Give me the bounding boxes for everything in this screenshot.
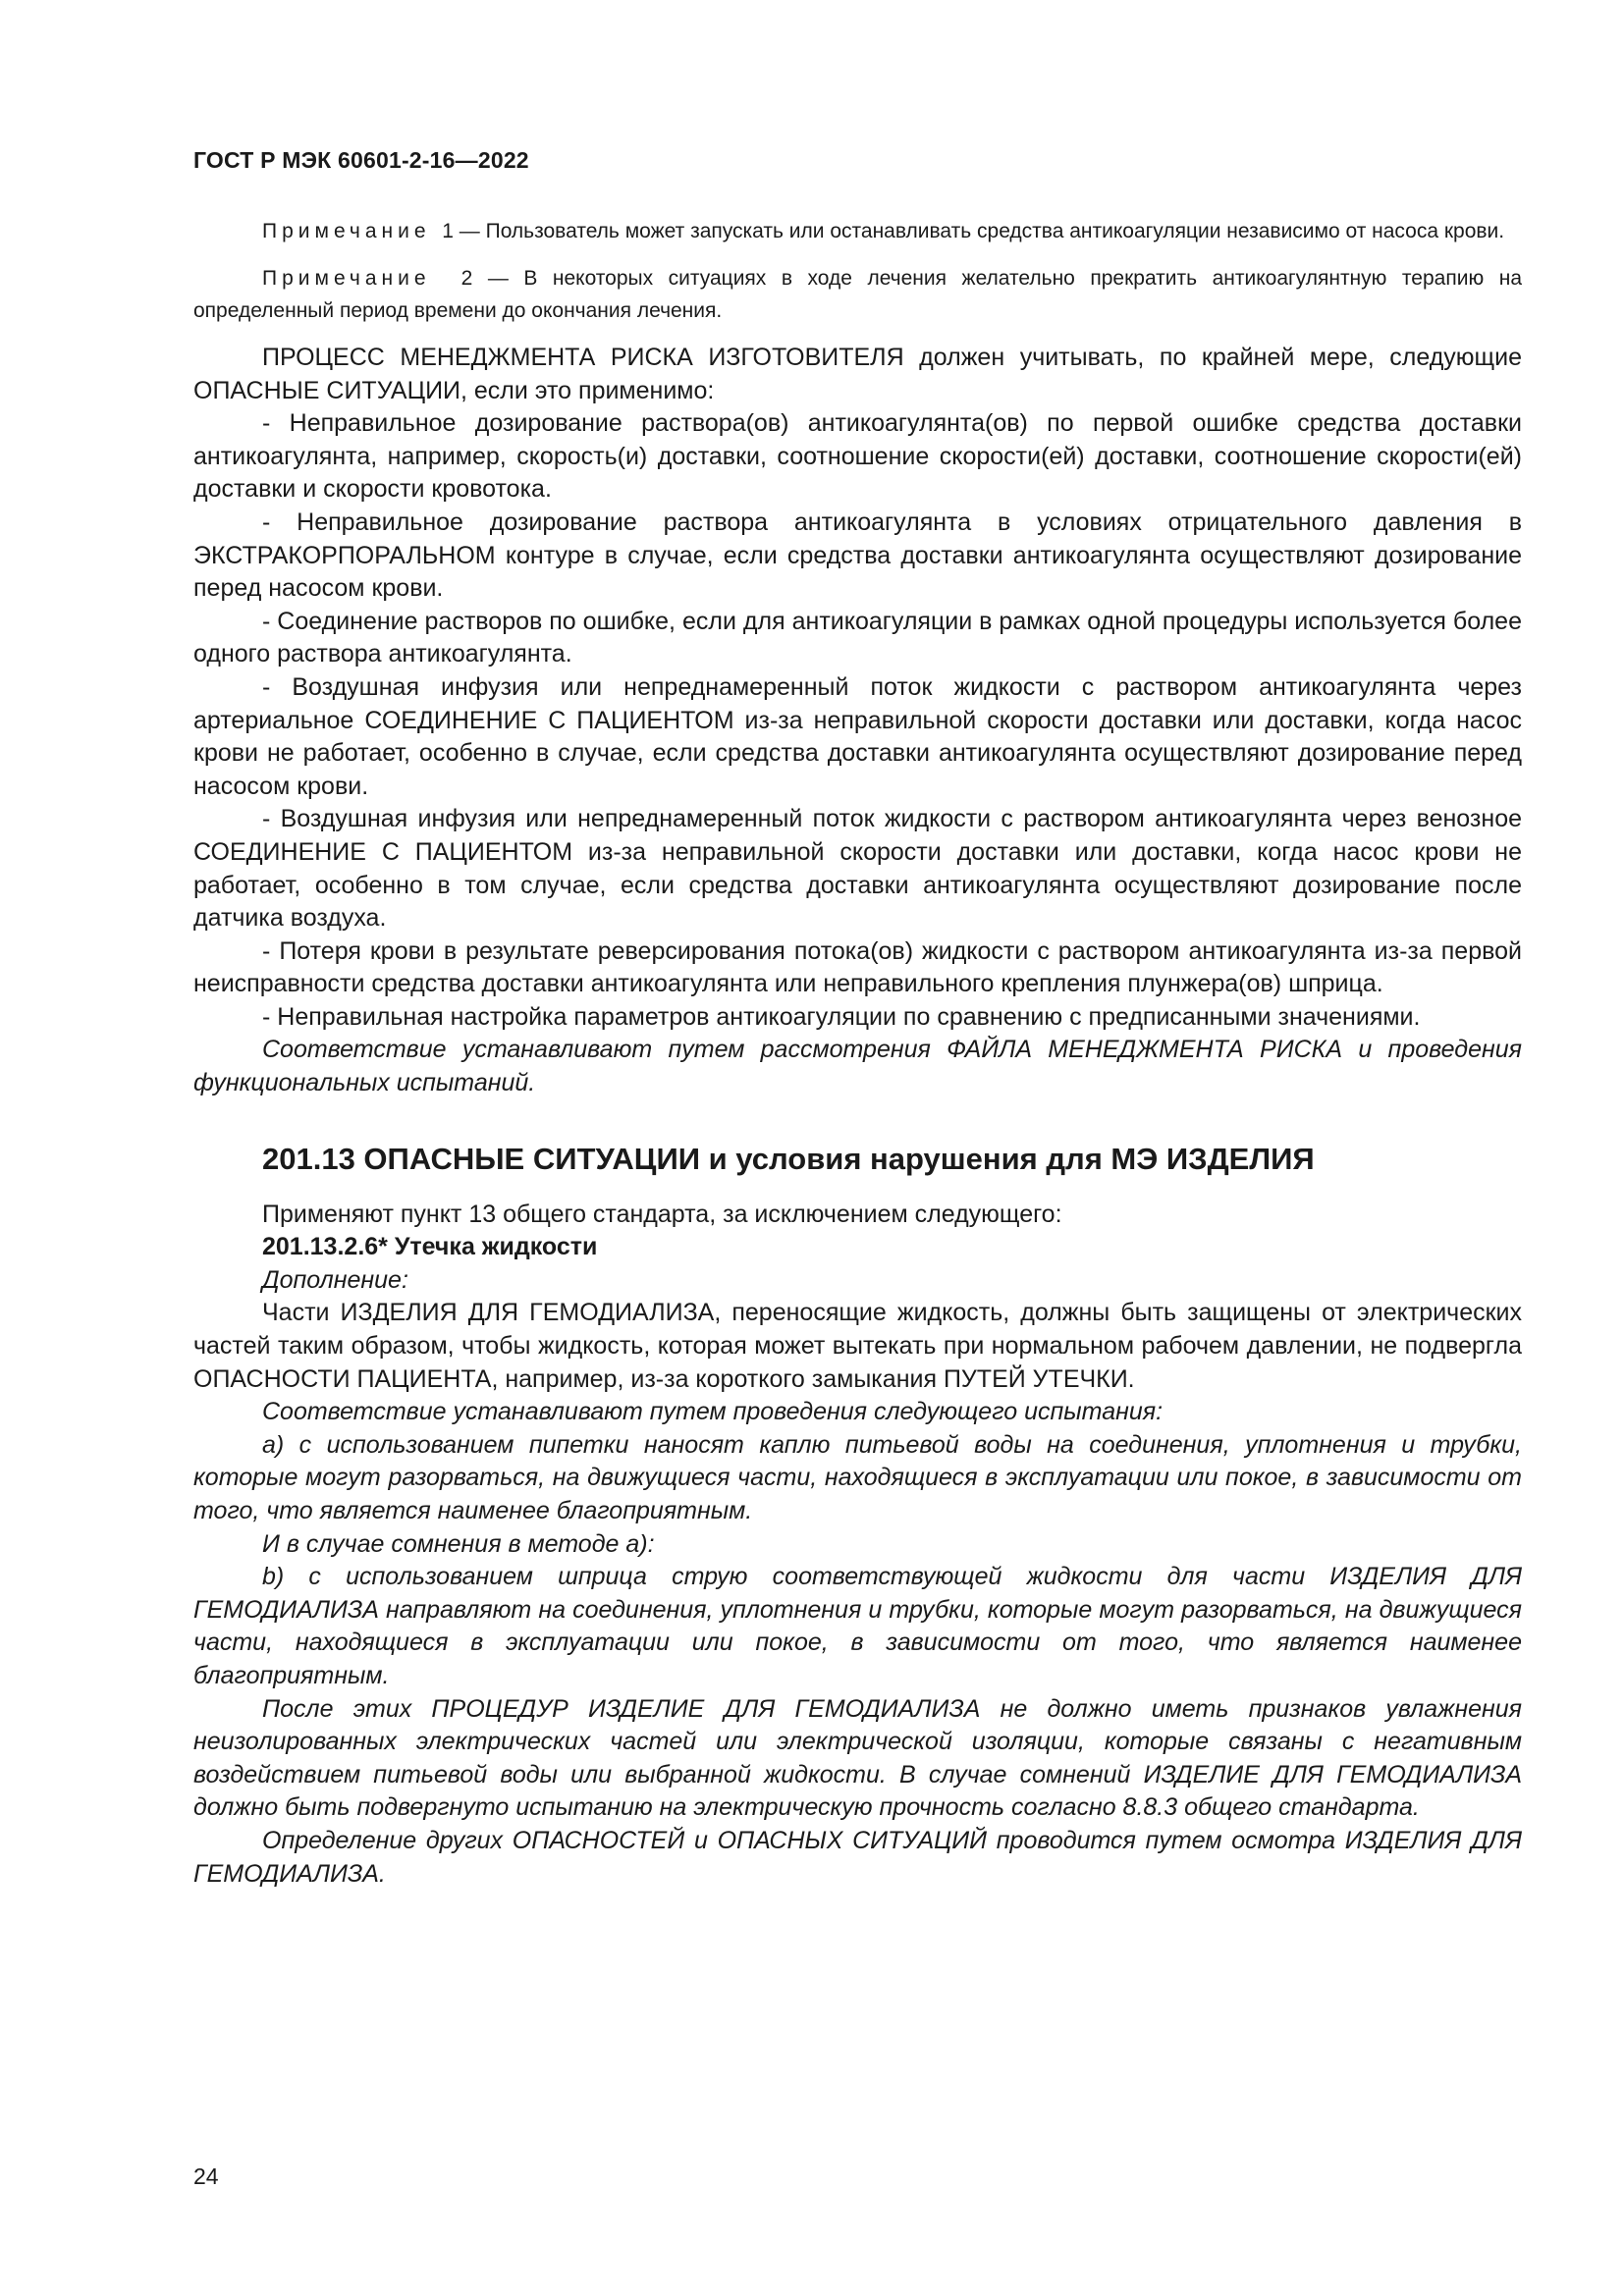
test-method-b: b) с использованием шприца струю соответствующей жидкости для части ИЗДЕЛИЯ ДЛЯ ГЕМОДИАЛИЗА направляют на соединения, уплотнения и трубки, которые могут разорваться, на движущиеся части, находящиеся в эксплуатации или покое, в зависимости от того, что является наименее благоприятным. <box>193 1563 1522 1689</box>
note-text: — В некоторых ситуациях в ходе лечения желательно прекратить антикоагулянтную терапию на определенный период времени до окончания лечения. <box>193 267 1522 322</box>
addition-label: Дополнение: <box>262 1265 408 1294</box>
test-method-a: а) с использованием пипетки наносят каплю питьевой воды на соединения, уплотнения и трубки, которые могут разорваться, на движущиеся части, находящиеся в эксплуатации или покое, в зависимости от того, что является наименее благоприятным. <box>193 1430 1522 1524</box>
addition-text: Части ИЗДЕЛИЯ ДЛЯ ГЕМОДИАЛИЗА, переносящие жидкость, должны быть защищены от электрических частей таким образом, чтобы жидкость, которая может вытекать при нормальном рабочем давлении, не подвергла ОПАСНОСТИ ПАЦИЕНТА, например, из-за короткого замыкания ПУТЕЙ УТЕЧКИ. <box>193 1299 1522 1393</box>
note-text: — Пользователь может запускать или останавливать средства антикоагуляции независимо от насоса крови. <box>459 220 1505 242</box>
hazard-item: - Неправильное дозирование раствора(ов) антикоагулянта(ов) по первой ошибке средства доставки антикоагулянта, например, скорость(и) доставки, соотношение скорости(ей) доставки, соотношение скорости(ей) доставки и скорости кровотока. <box>193 409 1522 504</box>
note-number: 2 <box>460 267 473 290</box>
subsection-title: 201.13.2.6* Утечка жидкости <box>262 1233 598 1261</box>
document-header: ГОСТ Р МЭК 60601-2-16—2022 <box>193 147 529 173</box>
note-1 <box>193 215 1522 247</box>
hazard-list <box>193 407 1522 1034</box>
hazard-item: - Соединение растворов по ошибке, если для антикоагуляции в рамках одной процедуры используется более одного раствора антикоагулянта. <box>193 607 1522 668</box>
test-intro: Соответствие устанавливают путем проведения следующего испытания: <box>262 1398 1164 1426</box>
hazard-item: - Потеря крови в результате реверсирования потока(ов) жидкости с раствором антикоагулянта из-за первой неисправности средства доставки антикоагулянта или неправильного крепления плунжера(ов) шприца. <box>193 936 1522 998</box>
notes-block <box>193 215 1522 327</box>
document-page <box>193 147 1522 1891</box>
test-doubt: И в случае сомнения в методе а): <box>262 1529 655 1558</box>
note-label: Примечание <box>262 267 431 290</box>
page-number: 24 <box>193 2163 219 2189</box>
hazard-item: - Неправильная настройка параметров антикоагуляции по сравнению с предписанными значениями. <box>262 1002 1421 1031</box>
intro-paragraph: ПРОЦЕСС МЕНЕДЖМЕНТА РИСКА ИЗГОТОВИТЕЛЯ должен учитывать, по крайней мере, следующие ОПАСНЫЕ СИТУАЦИИ, если это применимо: <box>193 344 1522 404</box>
hazard-item: - Воздушная инфузия или непреднамеренный поток жидкости с раствором антикоагулянта через артериальное СОЕДИНЕНИЕ С ПАЦИЕНТОМ из-за неправильной скорости доставки или доставки, когда насос крови не работает, особенно в случае, если средства доставки антикоагулянта осуществляют дозирование перед насосом крови. <box>193 672 1522 800</box>
hazard-item: - Неправильное дозирование раствора антикоагулянта в условиях отрицательного давления в ЭКСТРАКОРПОРАЛЬНОМ контуре в случае, если средства доставки антикоагулянта осуществляют дозирование перед насосом крови. <box>193 507 1522 603</box>
compliance-paragraph: Соответствие устанавливают путем рассмотрения ФАЙЛА МЕНЕДЖМЕНТА РИСКА и проведения функциональных испытаний. <box>193 1036 1522 1097</box>
test-other: Определение других ОПАСНОСТЕЙ и ОПАСНЫХ СИТУАЦИЙ проводится путем осмотра ИЗДЕЛИЯ ДЛЯ ГЕМОДИАЛИЗА. <box>193 1826 1522 1888</box>
hazard-item: - Воздушная инфузия или непреднамеренный поток жидкости с раствором антикоагулянта через венозное СОЕДИНЕНИЕ С ПАЦИЕНТОМ из-за неправильной скорости доставки или доставки, когда насос крови не работает, особенно в том случае, если средства доставки антикоагулянта осуществляют дозирование после датчика воздуха. <box>193 805 1522 933</box>
note-label: Примечание <box>262 220 431 242</box>
note-2 <box>193 262 1522 327</box>
section-intro: Применяют пункт 13 общего стандарта, за исключением следующего: <box>262 1200 1062 1228</box>
test-after: После этих ПРОЦЕДУР ИЗДЕЛИЕ ДЛЯ ГЕМОДИАЛИЗА не должно иметь признаков увлажнения неизолированных электрических частей или электрической изоляции, которые связаны с негативным воздействием питьевой воды или выбранной жидкости. В случае сомнений ИЗДЕЛИЕ ДЛЯ ГЕМОДИАЛИЗА должно быть подвергнуто испытанию на электрическую прочность согласно 8.8.3 общего стандарта. <box>193 1694 1522 1822</box>
note-number: 1 <box>442 220 454 242</box>
section-title: 201.13 ОПАСНЫЕ СИТУАЦИИ и условия нарушения для МЭ ИЗДЕЛИЯ <box>262 1141 1315 1176</box>
